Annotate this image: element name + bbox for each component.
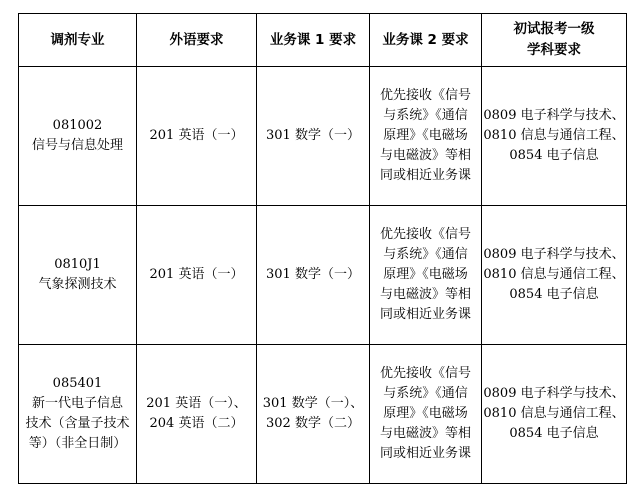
course2-line: 优先接收《信号 — [379, 366, 471, 381]
table-header — [19, 14, 627, 67]
subject-cell — [482, 206, 627, 345]
major-line: 技术（含量子技术 — [25, 416, 130, 431]
course1-line: 301 数学（一）、 — [262, 396, 364, 411]
header-foreign-language — [137, 14, 257, 67]
subject-line: 0810 信息与通信工程、 — [483, 406, 625, 421]
foreign-language-line: 201 英语（一）、 — [146, 396, 247, 411]
major-cell — [19, 345, 137, 484]
course2-line: 原理》《电磁场 — [383, 267, 468, 282]
header-subject-line2: 学科要求 — [527, 42, 581, 58]
table-row — [19, 345, 627, 484]
major-line: 0810J1 — [54, 257, 101, 272]
major-line: 新一代电子信息 — [31, 396, 123, 411]
course1-line: 301 数学（一） — [266, 267, 360, 282]
header-course2-text: 业务课 2 要求 — [382, 31, 469, 48]
header-major — [19, 14, 137, 67]
course1-line: 302 数学（二） — [266, 416, 360, 431]
subject-line: 0854 电子信息 — [509, 287, 599, 302]
table-row — [19, 67, 627, 206]
subject-line: 0854 电子信息 — [509, 148, 599, 163]
course2-line: 同或相近业务课 — [379, 446, 471, 461]
subject-cell — [482, 345, 627, 484]
course1-line: 301 数学（一） — [266, 128, 360, 143]
course2-cell — [370, 206, 482, 345]
course2-line: 优先接收《信号 — [379, 227, 471, 242]
subject-line: 0809 电子科学与技术、 — [483, 386, 625, 401]
course2-line: 原理》《电磁场 — [383, 406, 468, 421]
header-course1-text: 业务课 1 要求 — [269, 31, 357, 48]
course2-line: 与系统》《通信 — [383, 247, 468, 262]
subject-line: 0810 信息与通信工程、 — [483, 128, 625, 143]
foreign-language-cell — [137, 206, 257, 345]
foreign-language-line: 201 英语（一） — [149, 267, 244, 282]
major-line: 信号与信息处理 — [31, 138, 123, 153]
course1-cell — [257, 67, 370, 206]
subject-cell — [482, 67, 627, 206]
major-cell — [19, 67, 137, 206]
foreign-language-cell — [137, 67, 257, 206]
header-row — [19, 14, 627, 67]
header-major-text: 调剂专业 — [50, 31, 105, 48]
course2-line: 与系统》《通信 — [383, 386, 468, 401]
table-row — [19, 206, 627, 345]
header-subject-line1: 初试报考一级 — [513, 21, 595, 37]
course2-line: 与电磁波》等相 — [379, 148, 471, 163]
course2-cell — [370, 67, 482, 206]
course2-line: 优先接收《信号 — [379, 88, 471, 103]
header-course2 — [370, 14, 482, 67]
header-foreign-language-text: 外语要求 — [169, 31, 224, 48]
foreign-language-line: 204 英语（二） — [149, 416, 244, 431]
subject-line: 0810 信息与通信工程、 — [483, 267, 625, 282]
subject-line: 0809 电子科学与技术、 — [483, 247, 625, 262]
course2-line: 与电磁波》等相 — [379, 287, 471, 302]
course2-cell — [370, 345, 482, 484]
course1-cell — [257, 345, 370, 484]
header-course1 — [257, 14, 370, 67]
subject-line: 0809 电子科学与技术、 — [483, 108, 625, 123]
course2-line: 同或相近业务课 — [379, 168, 471, 183]
header-subject — [482, 14, 627, 67]
adjustment-requirements-table — [18, 13, 627, 484]
table-body — [19, 67, 627, 484]
major-line: 等）（非全日制） — [28, 436, 127, 451]
course2-line: 原理》《电磁场 — [383, 128, 468, 143]
course2-line: 与电磁波》等相 — [379, 426, 471, 441]
major-cell — [19, 206, 137, 345]
course2-line: 同或相近业务课 — [379, 307, 471, 322]
course2-line: 与系统》《通信 — [383, 108, 468, 123]
major-line: 081002 — [52, 118, 103, 133]
major-line: 085401 — [52, 376, 103, 391]
foreign-language-cell — [137, 345, 257, 484]
course1-cell — [257, 206, 370, 345]
foreign-language-line: 201 英语（一） — [149, 128, 244, 143]
major-line: 气象探测技术 — [38, 277, 117, 292]
subject-line: 0854 电子信息 — [509, 426, 599, 441]
